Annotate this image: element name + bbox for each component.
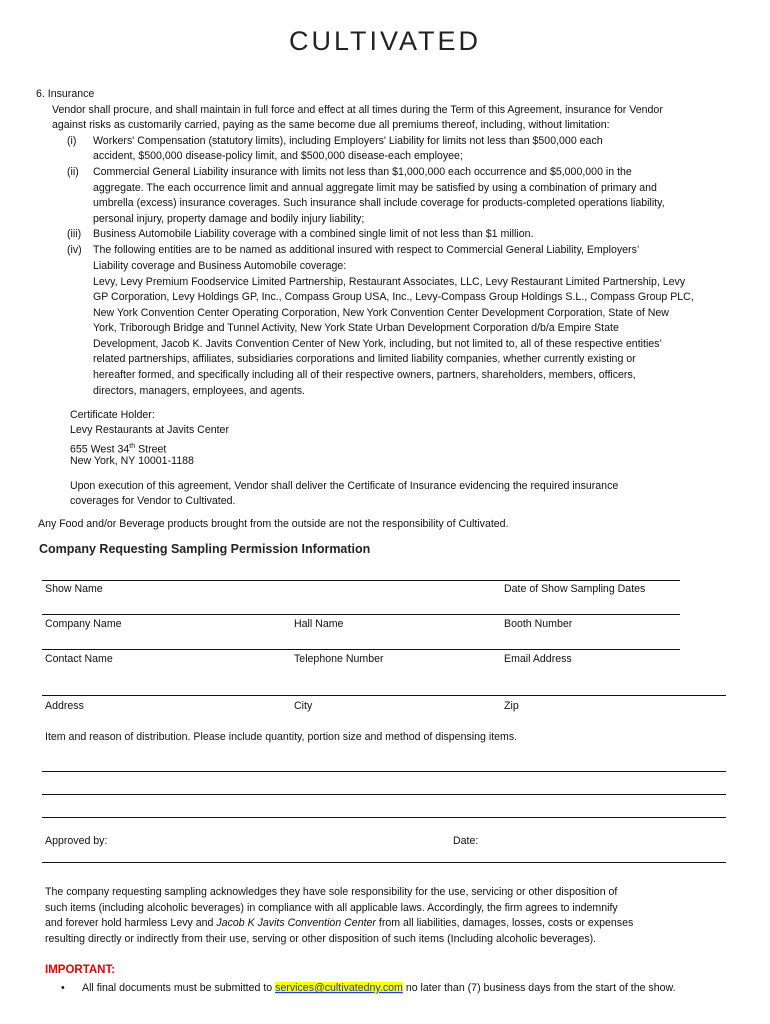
hall-name-field[interactable]: Hall Name (294, 618, 344, 630)
submission-note: All final documents must be submitted to services@cultivatedny.com no later than (7) business days from the start of the show. (82, 982, 676, 994)
distribution-line[interactable] (42, 794, 726, 795)
item-line: Workers' Compensation (statutory limits), including Employers' Liability for limits not less than $500,000 each (93, 135, 603, 147)
form-rule (42, 649, 680, 650)
certificate-label: Certificate Holder: (70, 409, 155, 421)
distribution-line[interactable] (42, 771, 726, 772)
acknowledgement-line: such items (including alcoholic beverages) in compliance with all applicable laws. Accordingly, the firm agrees to indemnify (45, 902, 618, 914)
item-line: directors, managers, employees, and agents. (93, 385, 305, 397)
item-number: (ii) (67, 166, 79, 178)
execution-line: coverages for Vendor to Cultivated. (70, 495, 236, 507)
insurance-heading: 6. Insurance (36, 88, 95, 100)
form-rule (42, 614, 680, 615)
zip-field[interactable]: Zip (504, 700, 519, 712)
item-line: hereafter formed, and specifically including all of their respective owners, partners, shareholders, members, officers, (93, 369, 636, 381)
email-field[interactable]: Email Address (504, 653, 572, 665)
item-line: umbrella (excess) insurance coverages. Such insurance shall include coverage for products-completed operations liability, (93, 197, 665, 209)
show-dates-field[interactable]: Date of Show Sampling Dates (504, 583, 646, 595)
item-line: related partnerships, affiliates, subsidiaries corporations and limited liability companies, whether currently existing or (93, 353, 636, 365)
acknowledgement-line: The company requesting sampling acknowledges they have sole responsibility for the use, servicing or other disposition of (45, 886, 618, 898)
execution-line: Upon execution of this agreement, Vendor shall deliver the Certificate of Insurance evidencing the required insurance (70, 480, 619, 492)
item-number: (i) (67, 135, 77, 147)
certificate-name: Levy Restaurants at Javits Center (70, 424, 229, 436)
address-field[interactable]: Address (45, 700, 84, 712)
item-number: (iv) (67, 244, 82, 256)
booth-number-field[interactable]: Booth Number (504, 618, 573, 630)
approved-by-field[interactable]: Approved by: (45, 835, 108, 847)
distribution-line[interactable] (42, 817, 726, 818)
item-number: (iii) (67, 228, 82, 240)
insurance-intro-line: against risks as customarily carried, paying as the same become due all premiums thereof, including, without limitation: (52, 119, 610, 131)
item-line: The following entities are to be named as additional insured with respect to Commercial General Liability, Employers’ (93, 244, 640, 256)
date-field[interactable]: Date: (453, 835, 479, 847)
important-label: IMPORTANT: (45, 964, 116, 976)
item-line: Development, Jacob K. Javits Convention Center of New York, including, but not limited to, all of these respective entities’ (93, 338, 662, 350)
show-name-field[interactable]: Show Name (45, 583, 103, 595)
contact-name-field[interactable]: Contact Name (45, 653, 113, 665)
cultivated-logo: CULTIVATED (288, 26, 481, 56)
certificate-street: 655 West 34th Street (70, 443, 167, 456)
item-line: personal injury, property damage and bodily injury liability; (93, 213, 365, 225)
insurance-intro-line: Vendor shall procure, and shall maintain in full force and effect at all times during the Term of this Agreement, insurance for Vendor (52, 104, 663, 116)
certificate-city: New York, NY 10001-1188 (70, 455, 194, 467)
form-rule (42, 862, 726, 863)
acknowledgement-line: resulting directly or indirectly from their use, serving or other disposition of such items (Including alcoholic beverages). (45, 933, 597, 945)
item-line: Business Automobile Liability coverage with a combined single limit of not less than $1 million. (93, 228, 534, 240)
email-link[interactable]: services@cultivatedny.com (275, 982, 403, 994)
item-line: Commercial General Liability insurance with limits not less than $1,000,000 each occurrence and $5,000,000 in the (93, 166, 632, 178)
acknowledgement-line: and forever hold harmless Levy and Jacob K Javits Convention Center from all liabilities, damages, losses, costs or expenses (45, 917, 634, 929)
item-line: New York Convention Center Operating Corporation, New York Convention Center Development Corporation, State of New (93, 307, 669, 319)
item-line: Liability coverage and Business Automobile coverage: (93, 260, 347, 272)
form-rule (42, 695, 726, 696)
item-line: aggregate. The each occurrence limit and annual aggregate limit may be satisfied by using a combination of primary and (93, 182, 657, 194)
form-title: Company Requesting Sampling Permission Information (39, 542, 371, 556)
city-field[interactable]: City (294, 700, 313, 712)
telephone-field[interactable]: Telephone Number (294, 653, 384, 665)
company-name-field[interactable]: Company Name (45, 618, 122, 630)
form-rule (42, 580, 680, 581)
item-line: Levy, Levy Premium Foodservice Limited Partnership, Restaurant Associates, LLC, Levy Restaurant Limited Partnership, Levy (93, 276, 686, 288)
bullet-icon: • (61, 982, 65, 994)
distribution-label: Item and reason of distribution. Please include quantity, portion size and method of dispensing items. (45, 731, 518, 743)
item-line: GP Corporation, Levy Holdings GP, Inc., Compass Group USA, Inc., Levy-Compass Group Holdings S.L., Compass Group PLC, (93, 291, 694, 303)
item-line: accident, $500,000 disease-policy limit, and $500,000 disease-each employee; (93, 150, 463, 162)
outside-products-note: Any Food and/or Beverage products brought from the outside are not the responsibility of Cultivated. (38, 518, 509, 530)
item-line: York, Triborough Bridge and Tunnel Activity, New York State Urban Development Corporation d/b/a Empire State (93, 322, 619, 334)
